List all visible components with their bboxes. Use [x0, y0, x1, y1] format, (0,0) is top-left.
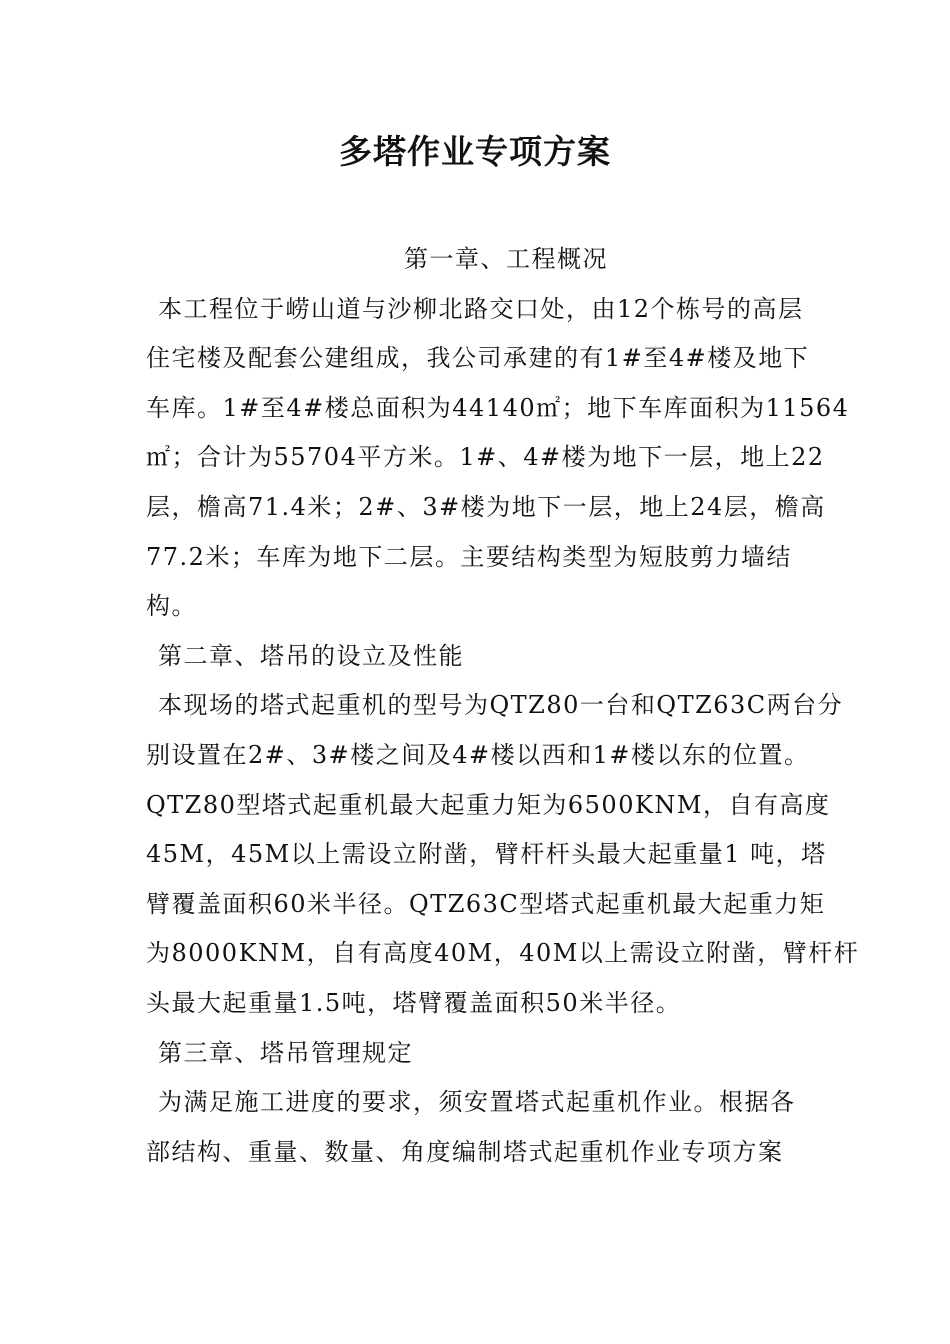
document-title: 多塔作业专项方案: [339, 132, 611, 171]
paragraph-line: 臂覆盖面积60米半径。QTZ63C型塔式起重机最大起重力矩: [146, 889, 826, 918]
paragraph-line: 住宅楼及配套公建组成，我公司承建的有1#至4#楼及地下: [146, 344, 810, 373]
chapter-2-heading: 第二章、塔吊的设立及性能: [158, 641, 464, 670]
paragraph-line: ㎡；合计为55704平方米。1#、4#楼为地下一层，地上22: [146, 443, 825, 472]
paragraph-line: 本工程位于崂山道与沙柳北路交口处，由12个栋号的高层: [158, 294, 804, 323]
paragraph-line: 77.2米；车库为地下二层。主要结构类型为短肢剪力墙结: [146, 542, 792, 571]
paragraph-line: 本现场的塔式起重机的型号为QTZ80一台和QTZ63C两台分: [158, 691, 844, 720]
chapter-1-heading: 第一章、工程概况: [404, 245, 608, 273]
paragraph-line: 车库。1#至4#楼总面积为44140㎡；地下车库面积为11564: [146, 393, 850, 422]
paragraph-line: 构。: [146, 592, 197, 621]
paragraph-line: 45M，45M以上需设立附凿，臂杆杆头最大起重量1 吨，塔: [146, 840, 827, 869]
paragraph-line: 头最大起重量1.5吨，塔臂覆盖面积50米半径。: [146, 988, 682, 1017]
paragraph-line: 别设置在2#、3#楼之间及4#楼以西和1#楼以东的位置。: [146, 740, 810, 769]
paragraph-line: 为8000KNM，自有高度40M，40M以上需设立附凿，臂杆杆: [146, 939, 860, 968]
paragraph-line: 部结构、重量、数量、角度编制塔式起重机作业专项方案: [146, 1137, 784, 1166]
document-body: [146, 235, 860, 1177]
paragraph-line: 为满足施工进度的要求，须安置塔式起重机作业。根据各: [158, 1088, 796, 1117]
paragraph-line: 层，檐高71.4米；2#、3#楼为地下一层，地上24层，檐高: [146, 492, 826, 521]
paragraph-line: QTZ80型塔式起重机最大起重力矩为6500KNM，自有高度: [146, 790, 831, 819]
chapter-3-heading: 第三章、塔吊管理规定: [158, 1038, 413, 1067]
